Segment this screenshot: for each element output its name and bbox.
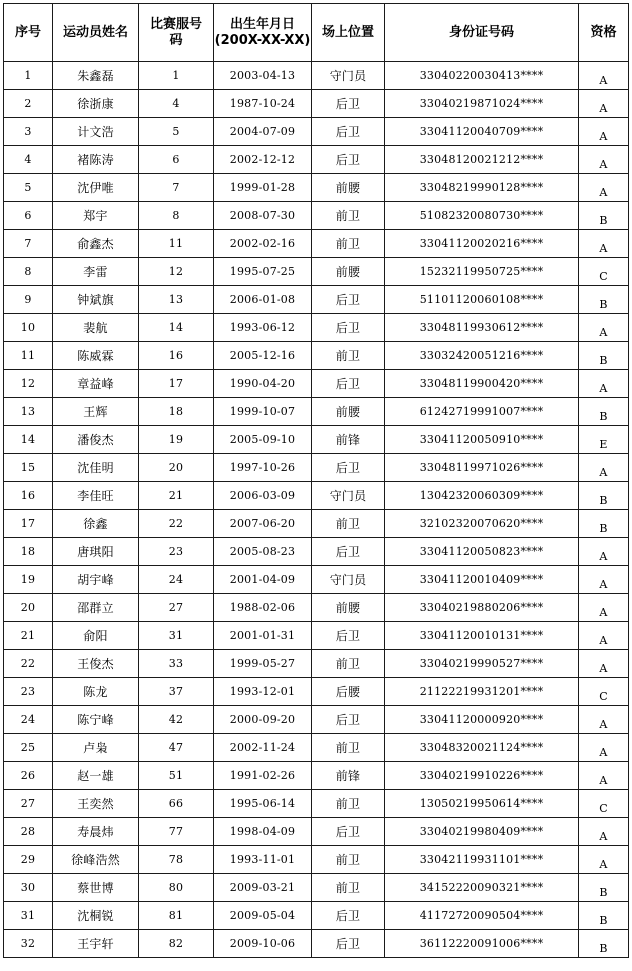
cell-id-number: 33048320021124**** bbox=[385, 734, 579, 762]
table-row bbox=[4, 706, 629, 734]
cell-athlete-name: 沈桐锐 bbox=[53, 902, 139, 930]
table-row bbox=[4, 146, 629, 174]
cell-birth-date: 1990-04-20 bbox=[214, 370, 312, 398]
header-name: 运动员姓名 bbox=[53, 4, 139, 62]
table-row bbox=[4, 622, 629, 650]
cell-seq: 16 bbox=[4, 482, 53, 510]
cell-qualification: E bbox=[579, 426, 629, 454]
table-row bbox=[4, 818, 629, 846]
table-row bbox=[4, 790, 629, 818]
cell-qualification: A bbox=[579, 538, 629, 566]
cell-qualification: B bbox=[579, 874, 629, 902]
cell-qualification: A bbox=[579, 706, 629, 734]
cell-birth-date: 1995-06-14 bbox=[214, 790, 312, 818]
table-row bbox=[4, 286, 629, 314]
cell-seq: 11 bbox=[4, 342, 53, 370]
cell-jersey-number: 81 bbox=[139, 902, 214, 930]
cell-athlete-name: 陈威霖 bbox=[53, 342, 139, 370]
cell-seq: 28 bbox=[4, 818, 53, 846]
table-row bbox=[4, 454, 629, 482]
cell-position: 前卫 bbox=[312, 342, 385, 370]
cell-id-number: 13042320060309**** bbox=[385, 482, 579, 510]
cell-position: 后卫 bbox=[312, 118, 385, 146]
cell-jersey-number: 22 bbox=[139, 510, 214, 538]
cell-athlete-name: 沈佳明 bbox=[53, 454, 139, 482]
cell-position: 后卫 bbox=[312, 314, 385, 342]
cell-position: 前腰 bbox=[312, 398, 385, 426]
cell-athlete-name: 胡宇峰 bbox=[53, 566, 139, 594]
header-seq: 序号 bbox=[4, 4, 53, 62]
cell-qualification: A bbox=[579, 734, 629, 762]
cell-qualification: A bbox=[579, 90, 629, 118]
cell-birth-date: 1988-02-06 bbox=[214, 594, 312, 622]
cell-seq: 2 bbox=[4, 90, 53, 118]
cell-position: 后卫 bbox=[312, 454, 385, 482]
cell-athlete-name: 赵一雄 bbox=[53, 762, 139, 790]
cell-birth-date: 2008-07-30 bbox=[214, 202, 312, 230]
cell-qualification: B bbox=[579, 342, 629, 370]
header-dob-line1: 出生年月日 bbox=[229, 16, 295, 32]
cell-jersey-number: 14 bbox=[139, 314, 214, 342]
table-row bbox=[4, 370, 629, 398]
cell-athlete-name: 唐琪阳 bbox=[53, 538, 139, 566]
cell-position: 前卫 bbox=[312, 734, 385, 762]
cell-athlete-name: 王宇轩 bbox=[53, 930, 139, 958]
cell-id-number: 33040219871024**** bbox=[385, 90, 579, 118]
cell-position: 守门员 bbox=[312, 482, 385, 510]
table-row bbox=[4, 538, 629, 566]
cell-id-number: 33041120050910**** bbox=[385, 426, 579, 454]
cell-qualification: B bbox=[579, 482, 629, 510]
cell-seq: 12 bbox=[4, 370, 53, 398]
cell-birth-date: 2005-08-23 bbox=[214, 538, 312, 566]
cell-athlete-name: 李雷 bbox=[53, 258, 139, 286]
cell-jersey-number: 12 bbox=[139, 258, 214, 286]
cell-athlete-name: 邵群立 bbox=[53, 594, 139, 622]
cell-seq: 18 bbox=[4, 538, 53, 566]
cell-jersey-number: 13 bbox=[139, 286, 214, 314]
cell-position: 后卫 bbox=[312, 930, 385, 958]
table-row bbox=[4, 202, 629, 230]
table-row bbox=[4, 678, 629, 706]
table-row bbox=[4, 258, 629, 286]
cell-id-number: 13050219950614**** bbox=[385, 790, 579, 818]
cell-qualification: A bbox=[579, 818, 629, 846]
header-row bbox=[4, 4, 629, 62]
cell-jersey-number: 17 bbox=[139, 370, 214, 398]
cell-position: 前锋 bbox=[312, 762, 385, 790]
cell-seq: 30 bbox=[4, 874, 53, 902]
cell-position: 后腰 bbox=[312, 678, 385, 706]
cell-id-number: 33040219910226**** bbox=[385, 762, 579, 790]
cell-id-number: 34152220090321**** bbox=[385, 874, 579, 902]
cell-id-number: 33041120050823**** bbox=[385, 538, 579, 566]
cell-seq: 14 bbox=[4, 426, 53, 454]
cell-birth-date: 2001-04-09 bbox=[214, 566, 312, 594]
cell-seq: 23 bbox=[4, 678, 53, 706]
cell-position: 前卫 bbox=[312, 790, 385, 818]
cell-birth-date: 2004-07-09 bbox=[214, 118, 312, 146]
cell-seq: 32 bbox=[4, 930, 53, 958]
cell-athlete-name: 郑宇 bbox=[53, 202, 139, 230]
cell-athlete-name: 徐浙康 bbox=[53, 90, 139, 118]
cell-birth-date: 2002-12-12 bbox=[214, 146, 312, 174]
cell-athlete-name: 潘俊杰 bbox=[53, 426, 139, 454]
table-row bbox=[4, 566, 629, 594]
cell-qualification: B bbox=[579, 902, 629, 930]
roster-table-container bbox=[3, 3, 629, 958]
cell-seq: 21 bbox=[4, 622, 53, 650]
cell-athlete-name: 卢枭 bbox=[53, 734, 139, 762]
cell-jersey-number: 4 bbox=[139, 90, 214, 118]
cell-position: 后卫 bbox=[312, 622, 385, 650]
cell-id-number: 33041120020216**** bbox=[385, 230, 579, 258]
cell-birth-date: 1999-05-27 bbox=[214, 650, 312, 678]
header-qualification: 资格 bbox=[579, 4, 629, 62]
cell-athlete-name: 蔡世博 bbox=[53, 874, 139, 902]
cell-athlete-name: 陈龙 bbox=[53, 678, 139, 706]
cell-qualification: A bbox=[579, 846, 629, 874]
cell-id-number: 33032420051216**** bbox=[385, 342, 579, 370]
cell-id-number: 33041120010131**** bbox=[385, 622, 579, 650]
cell-athlete-name: 王奕然 bbox=[53, 790, 139, 818]
table-row bbox=[4, 902, 629, 930]
cell-birth-date: 1993-12-01 bbox=[214, 678, 312, 706]
cell-position: 前锋 bbox=[312, 426, 385, 454]
header-dob-line2: (200X-XX-XX) bbox=[214, 32, 311, 48]
cell-id-number: 41172720090504**** bbox=[385, 902, 579, 930]
cell-athlete-name: 褚陈涛 bbox=[53, 146, 139, 174]
cell-jersey-number: 82 bbox=[139, 930, 214, 958]
cell-qualification: B bbox=[579, 510, 629, 538]
cell-position: 前卫 bbox=[312, 230, 385, 258]
table-row bbox=[4, 398, 629, 426]
cell-id-number: 33040219990527**** bbox=[385, 650, 579, 678]
cell-jersey-number: 6 bbox=[139, 146, 214, 174]
cell-jersey-number: 47 bbox=[139, 734, 214, 762]
cell-position: 后卫 bbox=[312, 818, 385, 846]
cell-seq: 9 bbox=[4, 286, 53, 314]
cell-seq: 17 bbox=[4, 510, 53, 538]
cell-position: 前卫 bbox=[312, 510, 385, 538]
cell-birth-date: 1991-02-26 bbox=[214, 762, 312, 790]
cell-birth-date: 1999-01-28 bbox=[214, 174, 312, 202]
table-row bbox=[4, 174, 629, 202]
table-row bbox=[4, 734, 629, 762]
cell-id-number: 15232119950725**** bbox=[385, 258, 579, 286]
cell-seq: 19 bbox=[4, 566, 53, 594]
cell-position: 后卫 bbox=[312, 902, 385, 930]
cell-birth-date: 2006-01-08 bbox=[214, 286, 312, 314]
cell-position: 前卫 bbox=[312, 202, 385, 230]
cell-birth-date: 1997-10-26 bbox=[214, 454, 312, 482]
cell-birth-date: 1999-10-07 bbox=[214, 398, 312, 426]
cell-jersey-number: 20 bbox=[139, 454, 214, 482]
table-row bbox=[4, 230, 629, 258]
cell-seq: 27 bbox=[4, 790, 53, 818]
cell-jersey-number: 33 bbox=[139, 650, 214, 678]
cell-jersey-number: 7 bbox=[139, 174, 214, 202]
cell-seq: 4 bbox=[4, 146, 53, 174]
table-row bbox=[4, 930, 629, 958]
cell-jersey-number: 78 bbox=[139, 846, 214, 874]
cell-jersey-number: 21 bbox=[139, 482, 214, 510]
table-row bbox=[4, 118, 629, 146]
header-dob bbox=[214, 4, 312, 62]
cell-jersey-number: 27 bbox=[139, 594, 214, 622]
cell-id-number: 33042119931101**** bbox=[385, 846, 579, 874]
cell-birth-date: 2009-10-06 bbox=[214, 930, 312, 958]
cell-position: 后卫 bbox=[312, 146, 385, 174]
cell-position: 前腰 bbox=[312, 258, 385, 286]
cell-id-number: 33041120000920**** bbox=[385, 706, 579, 734]
cell-athlete-name: 钟斌旗 bbox=[53, 286, 139, 314]
table-row bbox=[4, 846, 629, 874]
cell-position: 守门员 bbox=[312, 566, 385, 594]
cell-jersey-number: 66 bbox=[139, 790, 214, 818]
cell-birth-date: 2005-12-16 bbox=[214, 342, 312, 370]
table-row bbox=[4, 510, 629, 538]
cell-qualification: C bbox=[579, 258, 629, 286]
cell-id-number: 33041120010409**** bbox=[385, 566, 579, 594]
cell-qualification: A bbox=[579, 62, 629, 90]
cell-birth-date: 2002-11-24 bbox=[214, 734, 312, 762]
cell-seq: 20 bbox=[4, 594, 53, 622]
cell-jersey-number: 8 bbox=[139, 202, 214, 230]
cell-qualification: A bbox=[579, 174, 629, 202]
cell-position: 后卫 bbox=[312, 90, 385, 118]
cell-birth-date: 1993-06-12 bbox=[214, 314, 312, 342]
cell-athlete-name: 徐峰浩然 bbox=[53, 846, 139, 874]
cell-seq: 7 bbox=[4, 230, 53, 258]
cell-jersey-number: 31 bbox=[139, 622, 214, 650]
cell-seq: 29 bbox=[4, 846, 53, 874]
cell-qualification: B bbox=[579, 930, 629, 958]
cell-birth-date: 1998-04-09 bbox=[214, 818, 312, 846]
cell-qualification: A bbox=[579, 454, 629, 482]
cell-id-number: 21122219931201**** bbox=[385, 678, 579, 706]
cell-athlete-name: 朱鑫磊 bbox=[53, 62, 139, 90]
roster-table bbox=[3, 3, 629, 958]
cell-birth-date: 2009-05-04 bbox=[214, 902, 312, 930]
cell-position: 前腰 bbox=[312, 174, 385, 202]
cell-jersey-number: 18 bbox=[139, 398, 214, 426]
cell-athlete-name: 章益峰 bbox=[53, 370, 139, 398]
cell-position: 前卫 bbox=[312, 874, 385, 902]
cell-qualification: A bbox=[579, 622, 629, 650]
cell-seq: 1 bbox=[4, 62, 53, 90]
cell-birth-date: 2009-03-21 bbox=[214, 874, 312, 902]
table-row bbox=[4, 594, 629, 622]
cell-id-number: 33048120021212**** bbox=[385, 146, 579, 174]
cell-birth-date: 2003-04-13 bbox=[214, 62, 312, 90]
cell-jersey-number: 23 bbox=[139, 538, 214, 566]
cell-id-number: 51082320080730**** bbox=[385, 202, 579, 230]
cell-seq: 26 bbox=[4, 762, 53, 790]
cell-position: 前卫 bbox=[312, 846, 385, 874]
cell-qualification: A bbox=[579, 594, 629, 622]
cell-seq: 13 bbox=[4, 398, 53, 426]
cell-id-number: 61242719991007**** bbox=[385, 398, 579, 426]
cell-seq: 3 bbox=[4, 118, 53, 146]
table-row bbox=[4, 62, 629, 90]
cell-seq: 24 bbox=[4, 706, 53, 734]
header-position: 场上位置 bbox=[312, 4, 385, 62]
cell-position: 前卫 bbox=[312, 650, 385, 678]
cell-seq: 10 bbox=[4, 314, 53, 342]
cell-id-number: 33048119971026**** bbox=[385, 454, 579, 482]
table-row bbox=[4, 650, 629, 678]
table-row bbox=[4, 90, 629, 118]
cell-athlete-name: 徐鑫 bbox=[53, 510, 139, 538]
cell-athlete-name: 裴航 bbox=[53, 314, 139, 342]
cell-qualification: B bbox=[579, 286, 629, 314]
cell-id-number: 33048119900420**** bbox=[385, 370, 579, 398]
cell-qualification: C bbox=[579, 790, 629, 818]
cell-seq: 6 bbox=[4, 202, 53, 230]
table-row bbox=[4, 762, 629, 790]
cell-athlete-name: 王俊杰 bbox=[53, 650, 139, 678]
cell-seq: 8 bbox=[4, 258, 53, 286]
cell-qualification: A bbox=[579, 146, 629, 174]
cell-qualification: A bbox=[579, 230, 629, 258]
cell-position: 后卫 bbox=[312, 538, 385, 566]
cell-jersey-number: 37 bbox=[139, 678, 214, 706]
header-id-number: 身份证号码 bbox=[385, 4, 579, 62]
cell-seq: 25 bbox=[4, 734, 53, 762]
cell-birth-date: 1995-07-25 bbox=[214, 258, 312, 286]
cell-id-number: 33048119930612**** bbox=[385, 314, 579, 342]
cell-seq: 15 bbox=[4, 454, 53, 482]
cell-jersey-number: 5 bbox=[139, 118, 214, 146]
cell-athlete-name: 李佳旺 bbox=[53, 482, 139, 510]
cell-id-number: 33048219990128**** bbox=[385, 174, 579, 202]
cell-qualification: B bbox=[579, 202, 629, 230]
cell-qualification: A bbox=[579, 650, 629, 678]
cell-position: 后卫 bbox=[312, 706, 385, 734]
cell-seq: 5 bbox=[4, 174, 53, 202]
header-jersey bbox=[139, 4, 214, 62]
roster-body bbox=[4, 62, 629, 958]
cell-id-number: 32102320070620**** bbox=[385, 510, 579, 538]
cell-position: 前腰 bbox=[312, 594, 385, 622]
cell-qualification: C bbox=[579, 678, 629, 706]
cell-qualification: B bbox=[579, 398, 629, 426]
cell-birth-date: 2005-09-10 bbox=[214, 426, 312, 454]
cell-birth-date: 2001-01-31 bbox=[214, 622, 312, 650]
cell-jersey-number: 77 bbox=[139, 818, 214, 846]
cell-athlete-name: 王辉 bbox=[53, 398, 139, 426]
cell-birth-date: 2007-06-20 bbox=[214, 510, 312, 538]
cell-id-number: 33041120040709**** bbox=[385, 118, 579, 146]
table-row bbox=[4, 342, 629, 370]
cell-position: 后卫 bbox=[312, 286, 385, 314]
cell-seq: 31 bbox=[4, 902, 53, 930]
header-jersey-line1: 比赛服号 bbox=[149, 16, 202, 32]
cell-athlete-name: 陈宁峰 bbox=[53, 706, 139, 734]
cell-jersey-number: 24 bbox=[139, 566, 214, 594]
cell-jersey-number: 1 bbox=[139, 62, 214, 90]
cell-position: 守门员 bbox=[312, 62, 385, 90]
table-row bbox=[4, 426, 629, 454]
cell-athlete-name: 俞阳 bbox=[53, 622, 139, 650]
cell-id-number: 36112220091006**** bbox=[385, 930, 579, 958]
cell-athlete-name: 沈伊唯 bbox=[53, 174, 139, 202]
cell-athlete-name: 俞鑫杰 bbox=[53, 230, 139, 258]
cell-id-number: 33040219980409**** bbox=[385, 818, 579, 846]
cell-birth-date: 2006-03-09 bbox=[214, 482, 312, 510]
cell-jersey-number: 42 bbox=[139, 706, 214, 734]
cell-jersey-number: 16 bbox=[139, 342, 214, 370]
cell-qualification: A bbox=[579, 370, 629, 398]
cell-jersey-number: 11 bbox=[139, 230, 214, 258]
table-row bbox=[4, 482, 629, 510]
cell-birth-date: 2002-02-16 bbox=[214, 230, 312, 258]
cell-id-number: 51101120060108**** bbox=[385, 286, 579, 314]
cell-qualification: A bbox=[579, 566, 629, 594]
cell-qualification: A bbox=[579, 762, 629, 790]
cell-jersey-number: 19 bbox=[139, 426, 214, 454]
cell-id-number: 33040219880206**** bbox=[385, 594, 579, 622]
header-jersey-line2: 码 bbox=[169, 32, 183, 48]
cell-birth-date: 1987-10-24 bbox=[214, 90, 312, 118]
cell-qualification: A bbox=[579, 118, 629, 146]
table-row bbox=[4, 314, 629, 342]
cell-jersey-number: 80 bbox=[139, 874, 214, 902]
cell-seq: 22 bbox=[4, 650, 53, 678]
cell-athlete-name: 计文浩 bbox=[53, 118, 139, 146]
cell-birth-date: 2000-09-20 bbox=[214, 706, 312, 734]
cell-athlete-name: 寿晨炜 bbox=[53, 818, 139, 846]
table-row bbox=[4, 874, 629, 902]
cell-qualification: A bbox=[579, 314, 629, 342]
cell-jersey-number: 51 bbox=[139, 762, 214, 790]
cell-id-number: 33040220030413**** bbox=[385, 62, 579, 90]
cell-position: 后卫 bbox=[312, 370, 385, 398]
cell-birth-date: 1993-11-01 bbox=[214, 846, 312, 874]
